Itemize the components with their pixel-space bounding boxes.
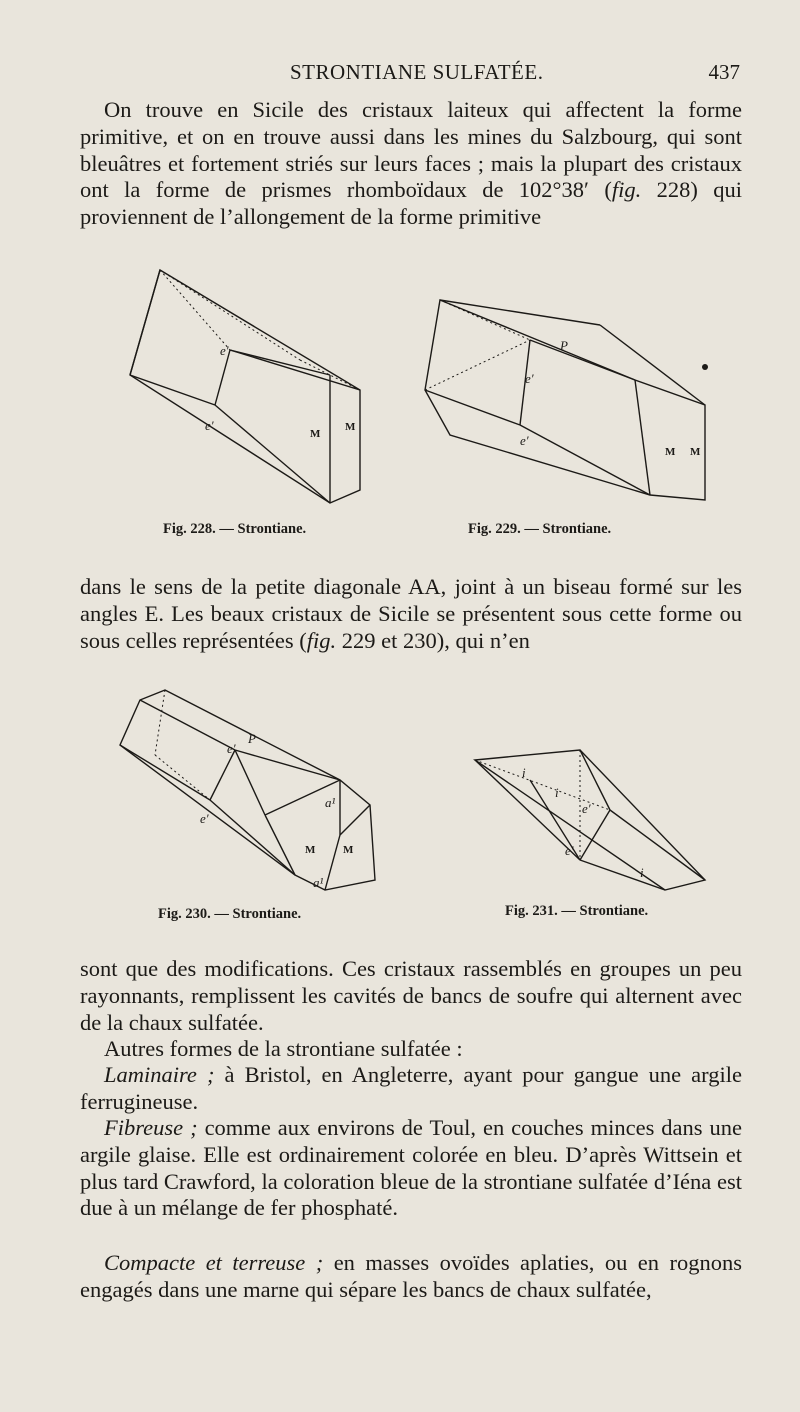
paragraph-5-text: à Bristol, en Angleterre, ayant pour gangue une argile ferrugineuse. [80, 1062, 742, 1114]
fig-ref: fig. [306, 627, 337, 653]
figure-228 [120, 265, 380, 515]
label-e-prime-1: e′ [582, 801, 591, 816]
paragraph-2-text-a: dans le sens de la petite diagonale AA, joint à un biseau formé sur les angles E. Les beaux cristaux de Sicile se présentent sous cette forme ou sous celles représentées ( [80, 574, 742, 653]
label-a-1: a¹ [325, 795, 336, 810]
label-a-2: a¹ [313, 875, 324, 890]
label-m-1: M [310, 428, 321, 440]
label-p: P [248, 731, 256, 746]
caption-fig-230: Fig. 230. — Strontiane. [158, 906, 302, 922]
paragraph-1 [80, 97, 742, 231]
label-e-prime-1: e′ [525, 371, 534, 386]
figure-231 [470, 745, 715, 895]
crystal-drawing-228 [120, 265, 380, 515]
term-laminaire: Laminaire ; [104, 1062, 215, 1087]
caption-fig-228: Fig. 228. — Strontiane. [163, 521, 307, 537]
paragraph-3: sont que des modifications. Ces cristaux rassemblés en groupes un peu rayonnants, remplissent les cavités de bancs de soufre qui alternent avec de la chaux sulfatée. [80, 956, 742, 1035]
paragraph-7 [80, 1250, 742, 1304]
label-m-2: M [343, 844, 354, 856]
label-e-prime-2: e′ [205, 418, 214, 433]
term-fibreuse: Fibreuse ; [104, 1115, 198, 1140]
paragraph-7-text: en masses ovoïdes aplaties, ou en rognons engagés dans une marne qui sépare les bancs de chaux sulfatée, [80, 1250, 742, 1302]
label-i-3: i [640, 865, 644, 880]
crystal-drawing-229 [420, 295, 720, 515]
paragraph-1-text-a: On trouve en Sicile des cristaux laiteux qui affectent la forme primitive, et on en trouve aussi dans les mines du Salzbourg, qui sont bleuâtres et fortement striés sur leurs faces ; mais la plupart des cristaux ont la forme de prismes rhomboïdaux de 102°38′ ( [80, 97, 742, 203]
label-m-2: M [690, 446, 701, 458]
fig-ref: fig. [611, 177, 642, 203]
figure-229 [420, 295, 720, 515]
paragraph-5 [80, 1062, 742, 1116]
label-e-prime-2: e′ [565, 843, 574, 858]
term-compacte: Compacte et terreuse ; [104, 1250, 324, 1275]
label-i-1: i [522, 765, 526, 780]
figure-230 [115, 685, 390, 900]
crystal-drawing-230 [115, 685, 390, 900]
label-e-prime-1: e′ [227, 741, 236, 756]
paragraph-2-text-b: 229 et 230), qui n’en [336, 627, 530, 653]
label-p: P [560, 338, 568, 353]
paragraph-2 [80, 574, 742, 654]
caption-fig-231: Fig. 231. — Strontiane. [505, 903, 649, 919]
paragraph-4: Autres formes de la strontiane sulfatée : [104, 1036, 463, 1061]
caption-fig-229: Fig. 229. — Strontiane. [468, 521, 612, 537]
label-i-2: i [555, 785, 559, 800]
label-e-prime-1: e′ [220, 343, 229, 358]
paragraph-6-text: comme aux environs de Toul, en couches minces dans une argile glaise. Elle est ordinairement colorée en bleu. D’après Wittsein et plus tard Crawford, la coloration bleue de la strontiane sulfatée d’Iéna est due à un mélange de fer phosphaté. [80, 1115, 742, 1221]
paragraph-6 [80, 1115, 742, 1222]
label-m-1: M [665, 446, 676, 458]
label-e-prime-2: e′ [200, 811, 209, 826]
label-m-1: M [305, 844, 316, 856]
crystal-drawing-231 [470, 745, 715, 895]
label-e-prime-2: e′ [520, 433, 529, 448]
page-header [80, 60, 740, 90]
paragraph-1-text-b: 228) qui proviennent de l’allongement de la forme primitive [80, 177, 743, 230]
label-m-2: M [345, 421, 356, 433]
page-number: 437 [708, 60, 740, 84]
running-title: STRONTIANE SULFATÉE. [290, 60, 544, 84]
